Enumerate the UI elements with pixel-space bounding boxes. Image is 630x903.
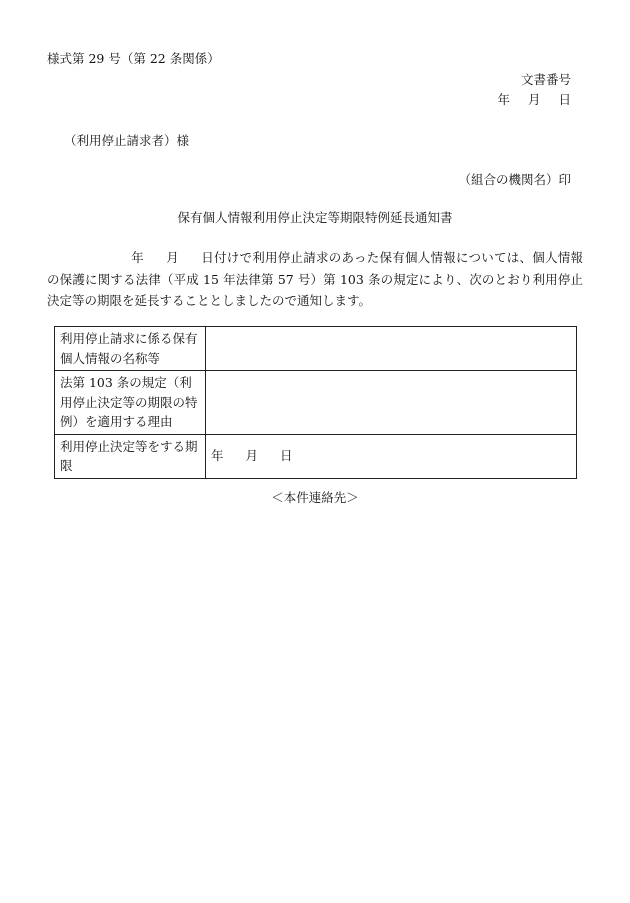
table-value-deadline [206,434,577,478]
recipient-line: （利用停止請求者）様 [64,133,190,148]
issue-date-year: 年 [497,92,510,107]
table-value-reason [206,371,577,435]
form-number: 様式第 29 号（第 22 条関係） [47,51,220,66]
contact-label: ＜本件連絡先＞ [271,490,359,505]
table-label-info-name: 利用停止請求に係る保有個人情報の名称等 [55,327,206,371]
issue-date-month: 月 [527,92,541,107]
table-value-info-name [206,327,577,371]
deadline-year: 年 [211,448,224,464]
table-label-reason: 法第 103 条の規定（利用停止決定等の期限の特例）を適用する理由 [55,371,206,435]
deadline-day: 日 [280,448,293,464]
table-row [55,371,577,435]
document-title: 保有個人情報利用停止決定等期限特例延長通知書 [177,210,453,225]
table-label-deadline: 利用停止決定等をする期限 [55,434,206,478]
body-month: 月 [166,250,179,265]
table-row [55,434,577,478]
deadline-month: 月 [245,448,259,464]
sender-line: （組合の機関名）印 [458,172,571,187]
body-text: 日付けで利用停止請求のあった保有個人情報については、個人情報の保護に関する法律（平成 15 年法律第 57 号）第 103 条の規定により、次のとおり利用停止決定等の期限を延長することとしましたので通知します。 [47,250,583,308]
body-year: 年 [131,250,144,265]
body-paragraph [47,247,583,312]
issue-date [497,90,571,108]
info-table [54,326,577,479]
document-number-label: 文書番号 [520,72,571,87]
issue-date-day: 日 [558,92,571,107]
table-row [55,327,577,371]
